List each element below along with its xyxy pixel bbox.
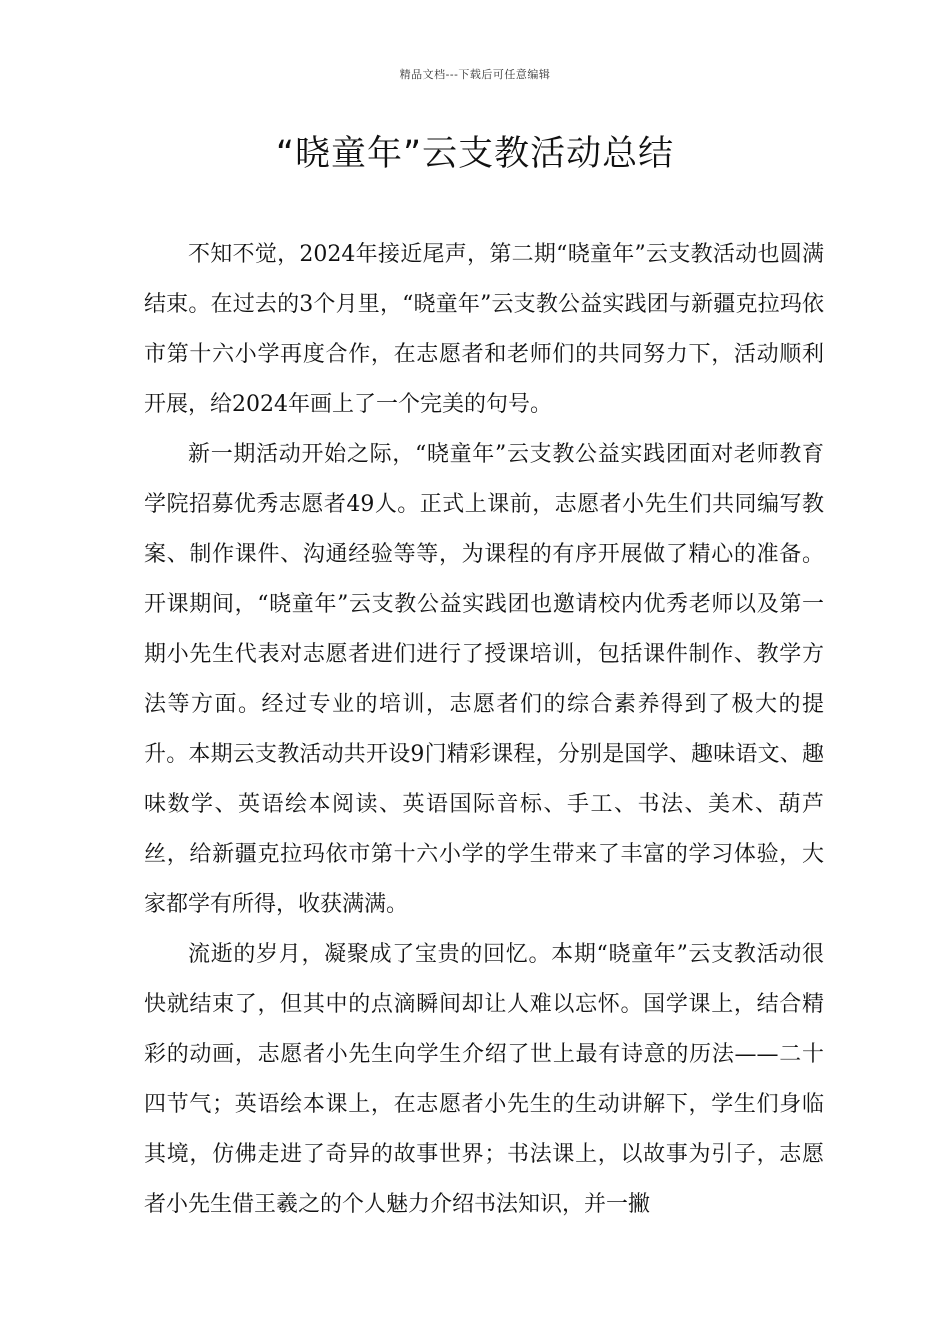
paragraph-1: 不知不觉，2024年接近尾声，第二期“晓童年”云支教活动也圆满结束。在过去的3个月里，“晓童年”云支教公益实践团与新疆克拉玛依市第十六小学再度合作，在志愿者和老师们的共同努力下，活动顺利开展，给2024年画上了一个完美的句号。 (144, 242, 824, 417)
header-note: 精品文档---下载后可任意编辑 (399, 68, 551, 81)
document-title: “晓童年”云支教活动总结 (275, 134, 675, 174)
paragraph-3: 流逝的岁月，凝聚成了宝贵的回忆。本期“晓童年”云支教活动很快就结束了，但其中的点滴瞬间却让人难以忘怀。国学课上，结合精彩的动画，志愿者小先生向学生介绍了世上最有诗意的历法——二十四节气；英语绘本课上，在志愿者小先生的生动讲解下，学生们身临其境，仿佛走进了奇异的故事世界；书法课上，以故事为引子，志愿者小先生借王羲之的个人魅力介绍书法知识，并一撇 (144, 942, 824, 1217)
paragraph-2: 新一期活动开始之际，“晓童年”云支教公益实践团面对老师教育学院招募优秀志愿者49人。正式上课前，志愿者小先生们共同编写教案、制作课件、沟通经验等等，为课程的有序开展做了精心的准备。开课期间，“晓童年”云支教公益实践团也邀请校内优秀老师以及第一期小先生代表对志愿者进们进行了授课培训，包括课件制作、教学方法等方面。经过专业的培训，志愿者们的综合素养得到了极大的提升。本期云支教活动共开设9门精彩课程，分别是国学、趣味语文、趣味数学、英语绘本阅读、英语国际音标、手工、书法、美术、葫芦丝，给新疆克拉玛依市第十六小学的学生带来了丰富的学习体验，大家都学有所得，收获满满。 (144, 442, 824, 917)
document-body (144, 230, 824, 1230)
